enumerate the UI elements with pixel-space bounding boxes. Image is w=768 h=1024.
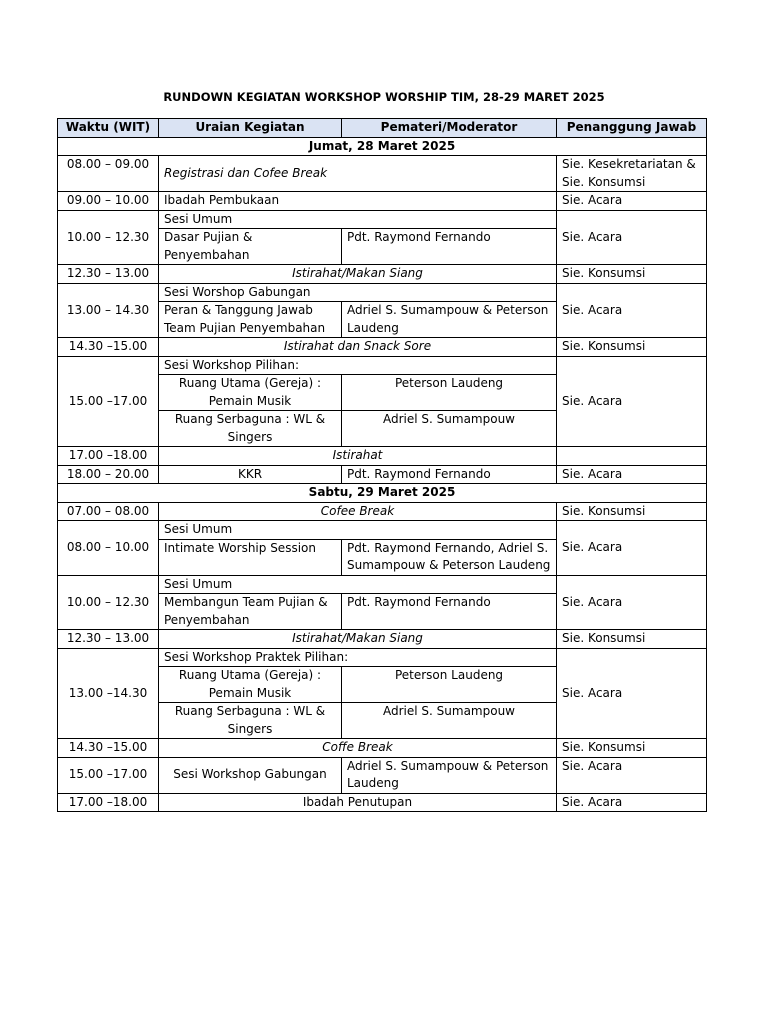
activity-cell: Istirahat/Makan Siang [159,630,557,649]
table-row [58,338,707,357]
pj-cell: Sie. Konsumsi [557,338,707,357]
speaker-cell: Pdt. Raymond Fernando [342,594,557,630]
time-cell: 17.00 –18.00 [58,793,159,812]
time-cell: 12.30 – 13.00 [58,265,159,284]
time-cell: 08.00 – 10.00 [58,521,159,576]
time-cell: 07.00 – 08.00 [58,502,159,521]
time-cell: 13.00 – 14.30 [58,283,159,338]
time-cell: 09.00 – 10.00 [58,192,159,211]
time-cell: 10.00 – 12.30 [58,210,159,265]
speaker-cell: Peterson Laudeng [342,667,557,703]
speaker-cell: Adriel S. Sumampouw [342,411,557,447]
day-row [58,137,707,156]
pj-cell: Sie. Acara [557,465,707,484]
time-cell: 17.00 –18.00 [58,447,159,466]
pj-cell: Sie. Acara [557,283,707,338]
table-row [58,447,707,466]
pj-cell: Sie. Acara [557,192,707,211]
day-label-1: Jumat, 28 Maret 2025 [58,137,707,156]
speaker-cell: Pdt. Raymond Fernando, Adriel S. Sumampouw & Peterson Laudeng [342,539,557,575]
pj-cell: Sie. Konsumsi [557,739,707,758]
time-cell: 18.00 – 20.00 [58,465,159,484]
table-row [58,630,707,649]
session-cell: Sesi Worshop Gabungan [159,283,557,302]
table-row [58,265,707,284]
activity-cell: Ruang Utama (Gereja) : Pemain Musik [159,667,342,703]
activity-cell: Dasar Pujian & Penyembahan [159,229,342,265]
activity-cell: Ruang Serbaguna : WL & Singers [159,703,342,739]
time-cell: 08.00 – 09.00 [58,156,159,192]
table-row [58,575,707,594]
pj-cell: Sie. Acara [557,757,707,793]
pj-cell: Sie. Acara [557,648,707,739]
table-row [58,210,707,229]
day-label-2: Sabtu, 29 Maret 2025 [58,484,707,503]
activity-cell: Ruang Serbaguna : WL & Singers [159,411,342,447]
activity-cell: Ibadah Penutupan [159,793,557,812]
table-row [58,757,707,793]
speaker-cell: Adriel S. Sumampouw & Peterson Laudeng [342,302,557,338]
time-cell: 15.00 –17.00 [58,757,159,793]
activity-cell: Membangun Team Pujian & Penyembahan [159,594,342,630]
activity-cell: Registrasi dan Cofee Break [159,156,557,192]
pj-cell: Sie. Acara [557,521,707,576]
activity-cell: Cofee Break [159,502,557,521]
pj-cell [557,447,707,466]
session-cell: Sesi Umum [159,521,557,540]
activity-cell: Coffe Break [159,739,557,758]
pj-cell: Sie. Konsumsi [557,630,707,649]
table-row [58,283,707,302]
session-cell: Sesi Umum [159,210,557,229]
speaker-cell: Pdt. Raymond Fernando [342,465,557,484]
time-cell: 13.00 –14.30 [58,648,159,739]
pj-cell: Sie. Kesekretariatan & Sie. Konsumsi [557,156,707,192]
table-row [58,192,707,211]
time-cell: 14.30 –15.00 [58,338,159,357]
table-row [58,793,707,812]
pj-cell: Sie. Acara [557,793,707,812]
speaker-cell: Pdt. Raymond Fernando [342,229,557,265]
pj-cell: Sie. Konsumsi [557,502,707,521]
activity-cell: Intimate Worship Session [159,539,342,575]
time-cell: 15.00 –17.00 [58,356,159,447]
time-cell: 10.00 – 12.30 [58,575,159,630]
session-cell: Sesi Workshop Praktek Pilihan: [159,648,557,667]
pj-cell: Sie. Acara [557,210,707,265]
day-row [58,484,707,503]
rundown-table [57,118,707,812]
header-waktu: Waktu (WIT) [58,119,159,138]
table-row [58,502,707,521]
activity-cell: Sesi Workshop Gabungan [159,757,342,793]
activity-cell: Istirahat/Makan Siang [159,265,557,284]
pj-cell: Sie. Acara [557,356,707,447]
table-row [58,156,707,192]
table-row [58,648,707,667]
document-title: RUNDOWN KEGIATAN WORKSHOP WORSHIP TIM, 28-29 MARET 2025 [163,90,605,104]
activity-cell: Peran & Tanggung Jawab Team Pujian Penyembahan [159,302,342,338]
table-header-row [58,119,707,138]
speaker-cell: Peterson Laudeng [342,375,557,411]
header-penanggung-jawab: Penanggung Jawab [557,119,707,138]
speaker-cell: Adriel S. Sumampouw [342,703,557,739]
activity-cell: KKR [159,465,342,484]
header-pemateri: Pemateri/Moderator [342,119,557,138]
speaker-cell: Adriel S. Sumampouw & Peterson Laudeng [342,757,557,793]
activity-cell: Istirahat dan Snack Sore [159,338,557,357]
header-uraian: Uraian Kegiatan [159,119,342,138]
pj-cell: Sie. Acara [557,575,707,630]
table-row [58,356,707,375]
time-cell: 12.30 – 13.00 [58,630,159,649]
activity-cell: Ruang Utama (Gereja) : Pemain Musik [159,375,342,411]
table-row [58,521,707,540]
session-cell: Sesi Workshop Pilihan: [159,356,557,375]
table-row [58,465,707,484]
table-row [58,739,707,758]
time-cell: 14.30 –15.00 [58,739,159,758]
activity-cell: Istirahat [159,447,557,466]
pj-cell: Sie. Konsumsi [557,265,707,284]
session-cell: Sesi Umum [159,575,557,594]
activity-cell: Ibadah Pembukaan [159,192,557,211]
